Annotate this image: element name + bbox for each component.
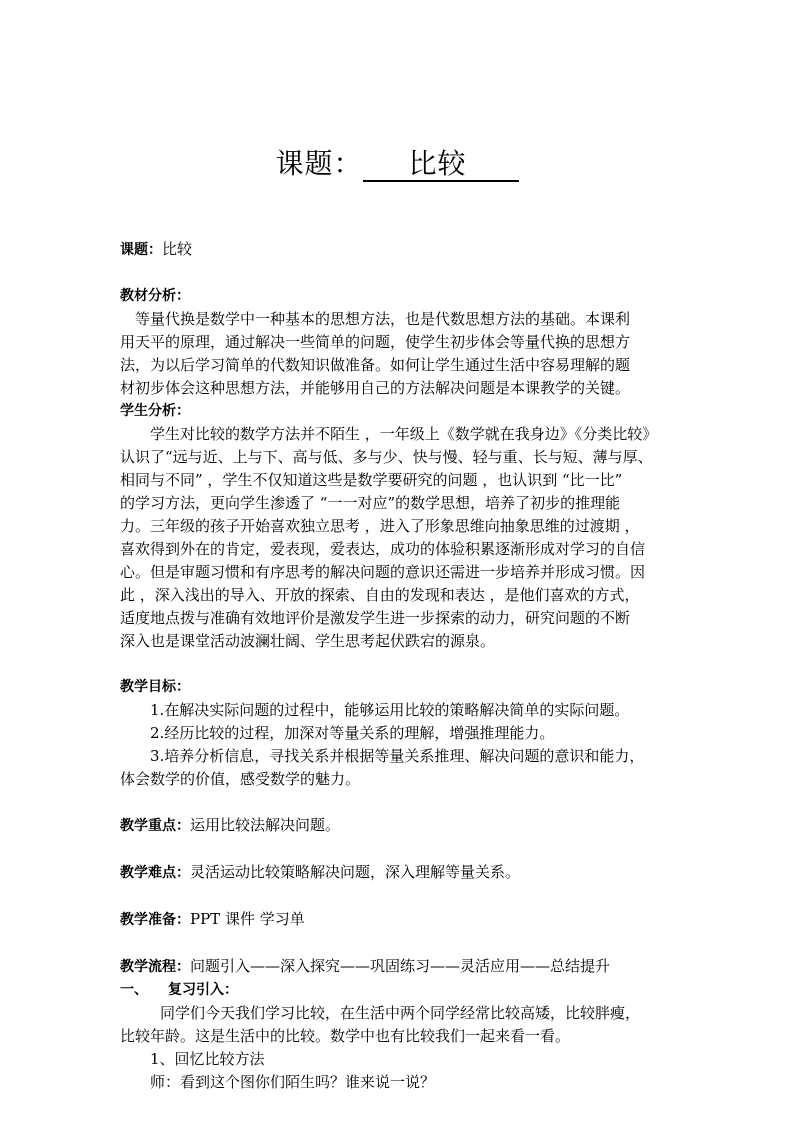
students-line: 深入也是课堂活动波澜壮阔、学生思考起伏跌宕的源泉。 bbox=[120, 632, 496, 650]
difficulty-line bbox=[120, 861, 680, 885]
topic-value: 比较 bbox=[162, 240, 193, 258]
goal-item: 3.培养分析信息，寻找关系并根据等量关系推理、解决问题的意识和能力， bbox=[150, 747, 645, 765]
difficulty-label: 教学难点： bbox=[120, 865, 190, 881]
key-point-label: 教学重点： bbox=[120, 818, 190, 834]
preparation-line bbox=[120, 908, 680, 932]
key-point-line bbox=[120, 814, 680, 838]
goal-item: 2.经历比较的过程，加深对等量关系的理解，增强推理能力。 bbox=[150, 724, 555, 742]
preparation-label: 教学准备： bbox=[120, 912, 190, 928]
material-line: 等量代换是数学中一种基本的思想方法，也是代数思想方法的基础。本课利 bbox=[135, 310, 631, 328]
title-underlined-name: 比较 bbox=[363, 148, 519, 182]
section1-subheading: 1、回忆比较方法 bbox=[150, 1050, 265, 1068]
section1-line: 比较年龄。这是生活中的比较。数学中也有比较我们一起来看一看。 bbox=[120, 1027, 571, 1045]
key-point-value: 运用比较法解决问题。 bbox=[190, 816, 341, 834]
title-prefix: 课题： bbox=[275, 147, 363, 180]
students-line: 此 ，深入浅出的导入、开放的探索、自由的发现和表达 ，是他们喜欢的方式， bbox=[120, 586, 640, 604]
preparation-value: PPT 课件 学习单 bbox=[190, 910, 305, 928]
section1-title: 复习引入： bbox=[168, 982, 238, 998]
students-line: 认识了“远与近、上与下、高与低、多与少、快与慢、轻与重、长与短、薄与厚、 bbox=[120, 448, 653, 466]
students-line: 力。三年级的孩子开始喜欢独立思考 ，进入了形象思维向抽象思维的过渡期 ， bbox=[120, 517, 640, 535]
material-line: 法，为以后学习简单的代数知识做准备。如何让学生通过生活中容易理解的题 bbox=[120, 356, 631, 374]
students-line: 适度地点拨与准确有效地评价是激发学生进一步探索的动力，研究问题的不断 bbox=[120, 609, 631, 627]
material-line: 材初步体会这种思想方法，并能够用自己的方法解决问题是本课教学的关键。 bbox=[120, 379, 631, 397]
section1-line: 同学们今天我们学习比较，在生活中两个同学经常比较高矮，比较胖瘦， bbox=[160, 1004, 641, 1022]
students-line: 的学习方法，更向学生渗透了 “一一对应”的数学思想，培养了初步的推理能 bbox=[120, 494, 621, 512]
students-line: 喜欢得到外在的肯定，爱表现，爱表达，成功的体验积累逐渐形成对学习的自信 bbox=[120, 540, 646, 558]
section1-number: 一、 bbox=[120, 982, 148, 998]
material-heading: 教材分析： bbox=[120, 288, 190, 304]
goals-heading: 教学目标： bbox=[120, 679, 190, 695]
students-line: 心。但是审题习惯和有序思考的解决问题的意识还需进一步培养并形成习惯。因 bbox=[120, 563, 646, 581]
topic-line bbox=[120, 238, 680, 262]
students-line: 学生对比较的数学方法并不陌生 ，一年级上《数学就在我身边》《分类比较》 bbox=[150, 425, 658, 443]
goal-continuation: 体会数学的价值，感受数学的魅力。 bbox=[120, 770, 361, 788]
section1-teacher-line: 师：看到这个图你们陌生吗？谁来说一说？ bbox=[150, 1073, 436, 1091]
section1-heading bbox=[120, 979, 680, 1002]
goal-item: 1.在解决实际问题的过程中，能够运用比较的策略解决简单的实际问题。 bbox=[150, 701, 630, 719]
topic-label: 课题： bbox=[120, 242, 162, 258]
students-line: 相同与不同” ，学生不仅知道这些是数学要研究的问题 ，也认识到 “比一比” bbox=[120, 471, 623, 489]
material-line: 用天平的原理，通过解决一些简单的问题，使学生初步体会等量代换的思想方 bbox=[120, 333, 631, 351]
process-label: 教学流程： bbox=[120, 959, 190, 975]
difficulty-value: 灵活运动比较策略解决问题，深入理解等量关系。 bbox=[190, 863, 521, 881]
document-body bbox=[120, 238, 680, 1094]
page-title bbox=[0, 142, 794, 182]
process-line bbox=[120, 955, 680, 979]
process-value: 问题引入——深入探究——巩固练习——灵活应用——总结提升 bbox=[190, 957, 611, 975]
students-heading: 学生分析： bbox=[120, 403, 190, 419]
